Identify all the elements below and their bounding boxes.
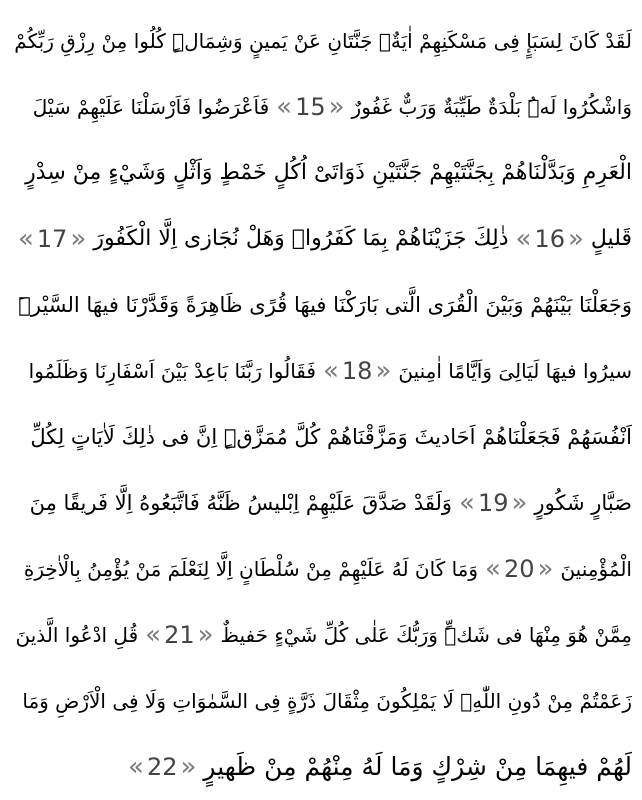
verse-line <box>10 140 632 206</box>
verse-text: وَمَا كَانَ لَهُ عَلَيْهِمْ مِنْ سُلْطَانٍ اِلَّا لِنَعْلَمَ مَنْ يُؤْمِنُ بِالْاٰخِرَةِ <box>23 557 479 581</box>
ornament-bracket-icon: » <box>511 488 528 518</box>
verse-text: ذٰلِكَ جَزَيْنَاهُمْ بِمَا كَفَرُواۜ وَهَلْ نُجَازى اِلَّا الْكَفُورَ <box>93 226 509 251</box>
verse-text: مِمَّنْ هُوَ مِنْهَا فى شَكٍّۜ وَرَبُّكَ عَلٰى كُلِّ شَيْءٍ حَفيظٌ <box>220 623 632 647</box>
verse-number: 17 <box>36 225 68 253</box>
ornament-bracket-icon: » <box>180 752 197 782</box>
verse-text: اَنْفُسَهُمْ فَجَعَلْنَاهُمْ اَحَاديثَ وَمَزَّقْنَاهُمْ كُلَّ مُمَزَّقٍۜ اِنَّ فى ذٰلِكَ لَاٰيَاتٍ لِكُلِّ <box>30 425 632 449</box>
verse-line <box>10 74 632 140</box>
verse-text: فَقَالُوا رَبَّنَا بَاعِدْ بَيْنَ اَسْفَارِنَا وَظَلَمُوا <box>28 359 316 383</box>
verse-text: وَاشْكُرُوا لَهُۜ بَلْدَةٌ طَيِّبَةٌ وَرَبٌّ غَفُورٌ <box>351 95 632 119</box>
verse-number: 20 <box>503 555 535 583</box>
verse-line <box>10 338 632 404</box>
verse-number-marker <box>127 750 197 784</box>
verse-line <box>10 470 632 536</box>
verse-number-marker <box>458 486 528 520</box>
ornament-bracket-icon: » <box>537 554 554 584</box>
verse-number: 21 <box>164 621 195 649</box>
verse-text: الْعَرِمِ وَبَدَّلْنَاهُمْ بِجَنَّتَيْهِمْ جَنَّتَيْنِ ذَوَاتَىْ اُكُلٍ خَمْطٍ وَاَثْلٍ وَشَيْءٍ مِنْ سِدْرٍ <box>25 160 632 185</box>
verse-text: قَليلٍ <box>590 226 632 251</box>
verse-line <box>10 8 632 74</box>
verse-number: 22 <box>146 753 178 781</box>
verse-text: لَقَدْ كَانَ لِسَبَإٍ فِى مَسْكَنِهِمْ اٰيَةٌۚ جَنَّتَانِ عَنْ يَمينٍ وَشِمَالٍۜ كُلُوا مِنْ رِزْقِ رَبِّكُمْ <box>14 29 632 53</box>
verse-text: زَعَمْتُمْ مِنْ دُونِ اللّٰهِۚ لَا يَمْلِكُونَ مِثْقَالَ ذَرَّةٍ فِى السَّمٰوَاتِ وَلَا فِى الْاَرْضِ وَمَا <box>22 689 632 713</box>
verse-text: فَاَعْرَضُوا فَاَرْسَلْنَا عَلَيْهِمْ سَيْلَ <box>32 95 270 119</box>
verse-number-marker <box>484 552 554 586</box>
ornament-bracket-icon: » <box>567 224 584 254</box>
verse-number-marker <box>17 222 87 256</box>
ornament-bracket-icon: » <box>375 356 392 386</box>
ornament-bracket-icon: « <box>276 92 293 122</box>
verse-text: وَجَعَلْنَا بَيْنَهُمْ وَبَيْنَ الْقُرَى الَّتى بَارَكْنَا فيهَا قُرًى ظَاهِرَةً وَقَدَّرْنَا فيهَا السَّيْرَۜ <box>18 293 632 317</box>
ornament-bracket-icon: » <box>328 92 345 122</box>
ornament-bracket-icon: « <box>145 620 162 650</box>
verse-number: 19 <box>477 489 509 517</box>
verse-line <box>10 206 632 272</box>
ornament-bracket-icon: » <box>70 224 87 254</box>
verse-text: لَهُمْ فيهِمَا مِنْ شِرْكٍ وَمَا لَهُ مِنْهُمْ مِنْ ظَهيرٍ <box>203 752 632 781</box>
ornament-bracket-icon: « <box>322 356 339 386</box>
verse-text: وَلَقَدْ صَدَّقَ عَلَيْهِمْ اِبْليسُ ظَنَّهُ فَاتَّبَعُوهُ اِلَّا فَريقًا مِنَ <box>29 491 453 515</box>
ornament-bracket-icon: » <box>197 620 214 650</box>
verse-line <box>10 734 632 800</box>
ornament-bracket-icon: « <box>17 224 34 254</box>
ornament-bracket-icon: « <box>515 224 532 254</box>
verse-line <box>10 272 632 338</box>
verse-number-marker <box>515 222 585 256</box>
verse-number: 18 <box>341 357 373 385</box>
verse-text: سيرُوا فيهَا لَيَالِىَ وَاَيَّامًا اٰمِنينَ <box>398 359 632 383</box>
ornament-bracket-icon: « <box>485 554 501 584</box>
verse-text: صَبَّارٍ شَكُورٍ <box>534 491 632 515</box>
verse-line <box>10 404 632 470</box>
verse-number-marker <box>275 90 345 124</box>
verse-number: 16 <box>534 225 565 253</box>
verse-number-marker <box>322 354 392 388</box>
verse-line <box>10 536 632 602</box>
ornament-bracket-icon: « <box>459 488 475 518</box>
ornament-bracket-icon: « <box>128 752 144 782</box>
verse-line <box>10 668 632 734</box>
verse-line <box>10 602 632 668</box>
verse-text: الْمُؤْمِنينَ <box>560 557 632 581</box>
verse-number: 15 <box>295 93 326 121</box>
verse-text: قُلِ ادْعُوا الَّذينَ <box>15 623 139 647</box>
verse-number-marker <box>144 618 214 652</box>
